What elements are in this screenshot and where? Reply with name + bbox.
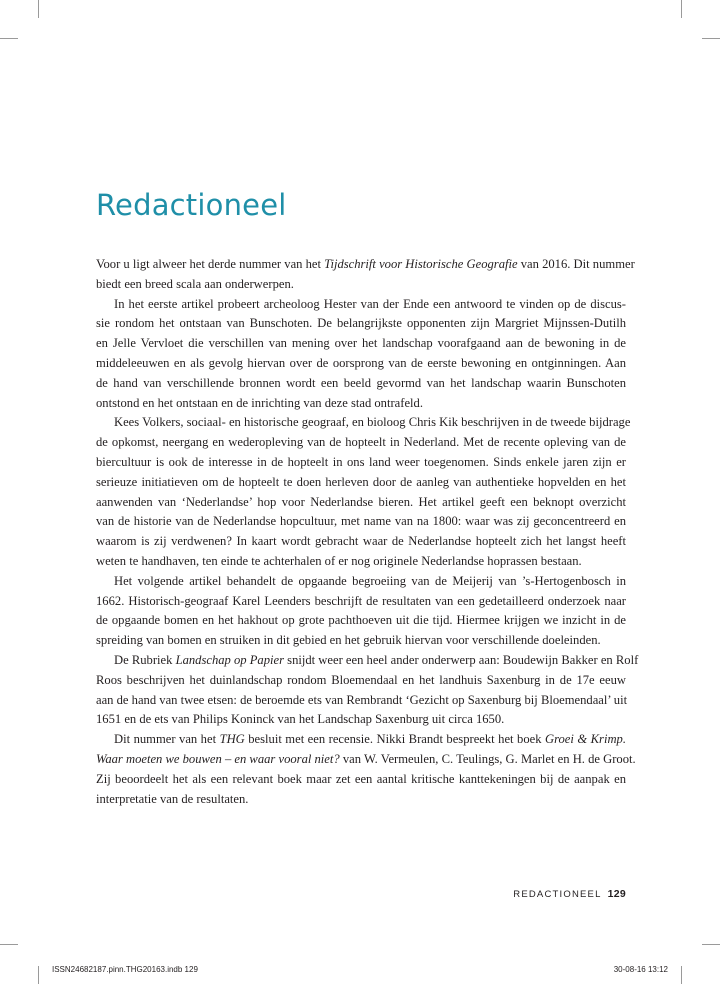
text-run: snijdt weer een heel ander onderwerp aan: Boudewijn Bakker en Rolf — [284, 652, 639, 667]
text-line — [96, 413, 631, 433]
text-line — [96, 354, 626, 374]
text-run: Zij beoordeelt het als een relevant boek maar zet een aantal kritische kanttekeningen bij de aanpak en — [96, 771, 626, 786]
text-line — [96, 631, 626, 651]
text-run: de opgaande bomen en het hakhout op grote pachthoeven uit die tijd. Hiermee krijgen we inzicht in de — [96, 613, 626, 628]
running-footer — [513, 888, 626, 900]
text-run: spreiding van bomen en struiken in dit gebied en het gebruik hiervan voor verschillende doeleinden. — [96, 633, 601, 648]
text-run: besluit met een recensie. Nikki Brandt bespreekt het boek — [244, 732, 545, 747]
text-line — [96, 493, 626, 513]
text-line — [96, 770, 626, 790]
article-title: Redactioneel — [96, 188, 287, 222]
text-line — [96, 790, 626, 810]
text-run: sie rondom het ontstaan van Bunschoten. De belangrijkste opponenten zijn Margriet Mijnssen-Dutilh — [96, 316, 626, 331]
text-run: Voor u ligt alweer het derde nummer van het — [96, 257, 325, 271]
text-run: 1662. Historisch-geograaf Karel Leenders beschrijft de resultaten van een gedetailleerd onderzoek naar — [96, 593, 626, 608]
italic-text: Landschap op Papier — [175, 652, 285, 667]
text-run: De Rubriek — [114, 652, 176, 667]
text-run: aanwenden van ‘Nederlandse’ hop voor Nederlandse bieren. Het artikel geeft een beknopt overzicht — [96, 494, 626, 509]
text-run: ontstond en het ontstaan en de inrichting van deze stad ontrafeld. — [96, 395, 423, 410]
text-run: Kees Volkers, sociaal- en historische geograaf, en bioloog Chris Kik beschrijven in de tweede bijdrage — [114, 415, 631, 430]
crop-mark-right-upper — [702, 38, 720, 39]
crop-mark-bottom-right — [681, 966, 682, 984]
print-slug-filename: ISSN24682187.pinn.THG20163.indb 129 — [52, 965, 198, 974]
text-line — [96, 512, 626, 532]
text-line — [96, 275, 626, 295]
section-label: REDACTIONEEL — [513, 889, 602, 900]
text-line — [96, 255, 635, 275]
text-line — [96, 453, 626, 473]
text-run: de hand van verschillende bronnen wordt een beeld gevormd van het landschap waarin Bunschoten — [96, 375, 626, 390]
text-line — [96, 532, 626, 552]
text-line — [96, 691, 626, 711]
text-line — [96, 671, 626, 691]
text-run: serieuze initiatieven om de hopteelt te doen herleven door de aanleg van authentieke hopvelden en het — [96, 474, 626, 489]
text-run: waarom is zij verdwenen? In kaart wordt gebracht waar de Nederlandse hopteelt zich het langst heeft — [96, 534, 626, 549]
text-line — [96, 433, 626, 453]
italic-text: Waar moeten we bouwen – en waar vooral niet? — [96, 751, 340, 766]
text-run: aan de hand van twee etsen: de beroemde ets van Rembrandt ‘Gezicht op Saxenburg bij Bloemendaal’ uit — [96, 692, 628, 707]
crop-mark-bottom-left — [38, 966, 39, 984]
text-run: In het eerste artikel probeert archeoloog Hester van der Ende een antwoord te vinden op de discus- — [114, 296, 626, 311]
text-line — [96, 314, 626, 334]
text-run: van W. Vermeulen, C. Teulings, G. Marlet en H. de Groot. — [339, 751, 636, 766]
text-line — [96, 374, 626, 394]
text-line — [96, 710, 626, 730]
text-line — [96, 394, 626, 414]
text-run: van 2016. Dit nummer — [517, 257, 635, 271]
italic-text: Tijdschrift voor Historische Geografie — [324, 257, 518, 271]
article-body — [96, 255, 639, 809]
text-run: en Jelle Vervloet die verschillen van mening over het landschap voorafgaand aan de bewoning in de — [96, 336, 626, 351]
text-run: interpretatie van de resultaten. — [96, 791, 249, 806]
text-run: de opkomst, neergang en wederopleving van de hopteelt in Nederland. Met de recente opleving van de — [96, 435, 626, 450]
text-run: Het volgende artikel behandelt de opgaande begroeiing van de Meijerij van ’s-Hertogenbosch in — [114, 573, 626, 588]
italic-text: THG — [219, 732, 245, 747]
text-line — [96, 572, 626, 592]
text-line — [96, 295, 626, 315]
crop-mark-right-lower — [702, 944, 720, 945]
text-line — [96, 473, 626, 493]
text-run: weten te handhaven, ten einde te achterhalen of er nog originele Nederlandse hoprassen bestaan. — [96, 553, 582, 568]
text-line — [96, 730, 626, 750]
crop-mark-left-upper — [0, 38, 18, 39]
italic-text: Groei & Krimp. — [544, 732, 626, 747]
text-line — [96, 651, 639, 671]
text-run: biercultuur is ook de interesse in de hopteelt in ons land weer toegenomen. Sinds enkele jaren zijn er — [96, 454, 626, 469]
page-number: 129 — [607, 888, 626, 900]
crop-mark-top-right — [681, 0, 682, 18]
text-run: biedt een breed scala aan onderwerpen. — [96, 276, 294, 291]
text-run: middeleeuwen en als gevolg hiervan over de oorsprong van de eerste bewoning en ontginningen. Aan — [96, 355, 626, 370]
text-line — [96, 552, 626, 572]
text-line — [96, 592, 626, 612]
text-line — [96, 334, 626, 354]
text-line — [96, 611, 626, 631]
crop-mark-left-lower — [0, 944, 18, 945]
text-run: Roos beschrijven het duinlandschap rondom Bloemendaal en het landhuis Saxenburg in de 17e eeuw — [96, 672, 626, 687]
crop-mark-top-left — [38, 0, 39, 18]
text-run: 1651 en de ets van Philips Koninck van het Landschap Saxenburg uit circa 1650. — [96, 712, 505, 727]
text-run: Dit nummer van het — [114, 732, 220, 747]
text-line — [96, 750, 636, 770]
print-slug-datetime: 30-08-16 13:12 — [613, 965, 668, 974]
text-run: van de historie van de Nederlandse hopcultuur, met name van na 1800: waar was zij geconcentreerd en — [96, 514, 626, 529]
